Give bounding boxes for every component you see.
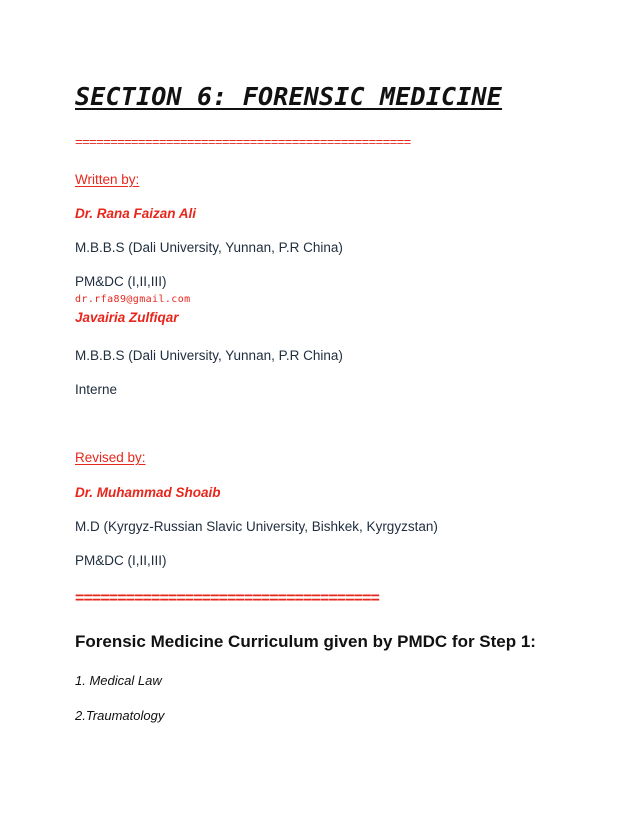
author1-credential: PM&DC (I,II,III) (75, 274, 167, 289)
curriculum-heading: Forensic Medicine Curriculum given by PMDC for Step 1: (75, 632, 536, 651)
author1-name: Dr. Rana Faizan Ali (75, 206, 197, 221)
curriculum-item: 2.Traumatology (75, 708, 165, 723)
reviser-credential: PM&DC (I,II,III) (75, 553, 167, 568)
written-by-label: Written by: (75, 172, 140, 187)
curriculum-item: 1. Medical Law (75, 673, 162, 688)
author2-name: Javairia Zulfiqar (75, 310, 179, 325)
revised-by-label: Revised by: (75, 450, 146, 465)
page-title: SECTION 6: FORENSIC MEDICINE (75, 82, 503, 111)
separator-bottom: ==================================== (75, 590, 379, 607)
reviser-degree: M.D (Kyrgyz-Russian Slavic University, Bishkek, Kyrgyzstan) (75, 519, 438, 534)
author2-degree: M.B.B.S (Dali University, Yunnan, P.R China) (75, 348, 343, 363)
reviser-name: Dr. Muhammad Shoaib (75, 485, 221, 500)
separator-top: ================================================ (75, 134, 411, 149)
author2-role: Interne (75, 382, 118, 397)
author1-degree: M.B.B.S (Dali University, Yunnan, P.R China) (75, 240, 343, 255)
author1-email: dr.rfa89@gmail.com (75, 294, 191, 305)
